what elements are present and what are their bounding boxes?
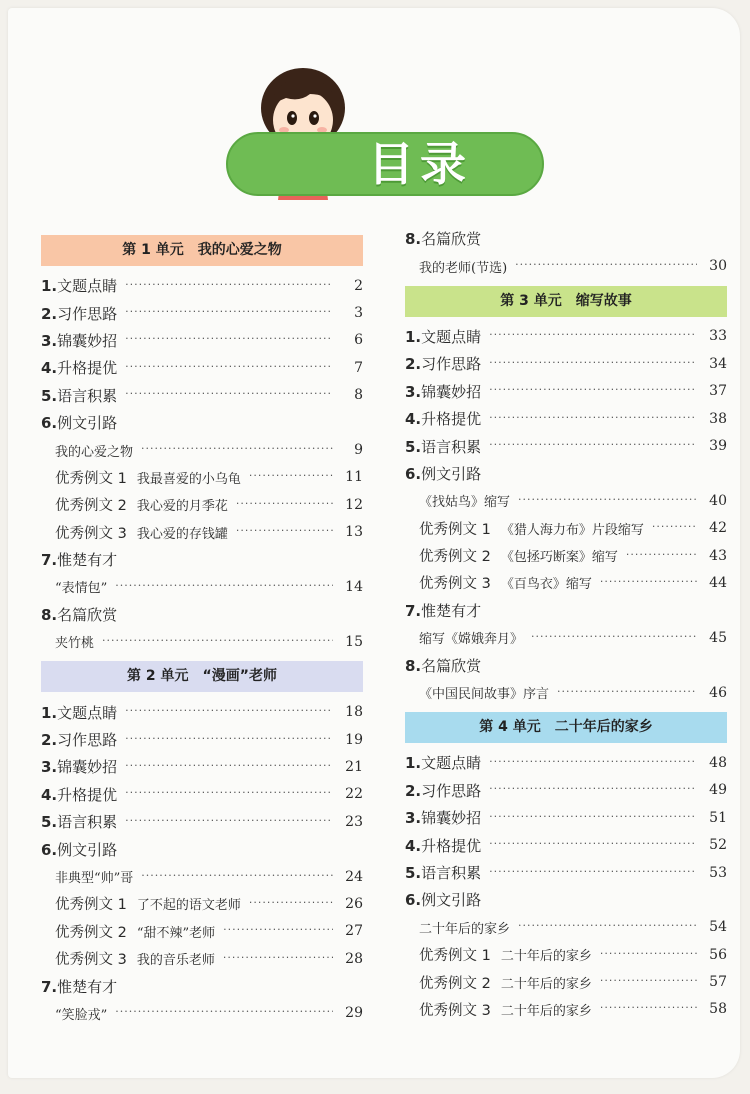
toc-subitem[interactable]: “表情包” ····· 14 bbox=[41, 573, 363, 600]
toc-example[interactable]: 优秀例文 2 二十年后的家乡 ····· 57 bbox=[405, 968, 727, 995]
toc-section: 8.名篇欣赏 bbox=[405, 656, 482, 675]
unit-3-header: 第 3 单元 缩写故事 bbox=[405, 286, 727, 317]
toc-example[interactable]: 优秀例文 1 我最喜爱的小乌龟 ····· 11 bbox=[41, 464, 363, 491]
toc-item[interactable]: 1.文题点睛 ····· 48 bbox=[405, 749, 727, 776]
toc-section: 6.例文引路 bbox=[405, 464, 482, 483]
toc-subitem[interactable]: 我的心爱之物 ····· 9 bbox=[41, 436, 363, 463]
toc-subitem[interactable]: 缩写《嫦娥奔月》 ····· 45 bbox=[405, 624, 727, 651]
toc-item[interactable]: 5.语言积累 ····· 23 bbox=[41, 808, 363, 835]
toc-section: 8.名篇欣赏 bbox=[405, 230, 482, 249]
toc-item[interactable]: 4.升格提优 ····· 7 bbox=[41, 354, 363, 381]
toc-item[interactable]: 3.锦囊妙招 ····· 37 bbox=[405, 378, 727, 405]
page-title: 目录 bbox=[368, 137, 472, 191]
toc-item[interactable]: 1.文题点睛 ····· 18 bbox=[41, 698, 363, 725]
toc-subitem[interactable]: 《中国民间故事》序言 ····· 46 bbox=[405, 679, 727, 706]
toc-section: 7.惟楚有才 bbox=[405, 601, 482, 620]
toc-item[interactable]: 3.锦囊妙招 ····· 51 bbox=[405, 804, 727, 831]
toc-example[interactable]: 优秀例文 2 “甜不辣”老师 ····· 27 bbox=[41, 918, 363, 945]
toc-item[interactable]: 5.语言积累 ····· 53 bbox=[405, 859, 727, 886]
toc-item[interactable]: 1.文题点睛 ····· 2 bbox=[41, 272, 363, 299]
toc-item[interactable]: 3.锦囊妙招 ····· 6 bbox=[41, 327, 363, 354]
toc-example[interactable]: 优秀例文 3 我心爱的存钱罐 ····· 13 bbox=[41, 519, 363, 546]
book-page bbox=[8, 8, 740, 1078]
toc-subitem[interactable]: 《找姑鸟》缩写 ····· 40 bbox=[405, 487, 727, 514]
toc-item[interactable]: 2.习作思路 ····· 3 bbox=[41, 299, 363, 326]
toc-item[interactable]: 1.文题点睛 ····· 33 bbox=[405, 323, 727, 350]
toc-item[interactable]: 3.锦囊妙招 ····· 21 bbox=[41, 753, 363, 780]
toc-item[interactable]: 5.语言积累 ····· 39 bbox=[405, 432, 727, 459]
toc-example[interactable]: 优秀例文 1 《猎人海力布》片段缩写 ····· 42 bbox=[405, 515, 727, 542]
toc-example[interactable]: 优秀例文 3 二十年后的家乡 ····· 58 bbox=[405, 996, 727, 1023]
toc-example[interactable]: 优秀例文 1 了不起的语文老师 ····· 26 bbox=[41, 890, 363, 917]
toc-item[interactable]: 4.升格提优 ····· 52 bbox=[405, 831, 727, 858]
toc-subitem[interactable]: 二十年后的家乡 ····· 54 bbox=[405, 914, 727, 941]
toc-section: 6.例文引路 bbox=[405, 891, 482, 910]
toc-item[interactable]: 5.语言积累 ····· 8 bbox=[41, 382, 363, 409]
toc-item[interactable]: 4.升格提优 ····· 38 bbox=[405, 405, 727, 432]
toc-item[interactable]: 2.习作思路 ····· 49 bbox=[405, 777, 727, 804]
toc-left-column bbox=[41, 229, 363, 1027]
toc-section: 6.例文引路 bbox=[41, 840, 118, 859]
toc-example[interactable]: 优秀例文 3 《百鸟衣》缩写 ····· 44 bbox=[405, 569, 727, 596]
toc-section: 7.惟楚有才 bbox=[41, 551, 118, 570]
toc-item[interactable]: 4.升格提优 ····· 22 bbox=[41, 781, 363, 808]
toc-example[interactable]: 优秀例文 2 《包拯巧断案》缩写 ····· 43 bbox=[405, 542, 727, 569]
toc-subitem[interactable]: 我的老师(节选) ····· 30 bbox=[405, 252, 727, 279]
toc-example[interactable]: 优秀例文 1 二十年后的家乡 ····· 56 bbox=[405, 941, 727, 968]
toc-right-column bbox=[405, 225, 727, 1023]
unit-4-header: 第 4 单元 二十年后的家乡 bbox=[405, 712, 727, 743]
toc-item[interactable]: 2.习作思路 ····· 34 bbox=[405, 350, 727, 377]
toc-section: 7.惟楚有才 bbox=[41, 977, 118, 996]
toc-subitem[interactable]: 非典型“帅”哥 ····· 24 bbox=[41, 863, 363, 890]
toc-subitem[interactable]: 夹竹桃 ····· 15 bbox=[41, 628, 363, 655]
toc-example[interactable]: 优秀例文 2 我心爱的月季花 ····· 12 bbox=[41, 491, 363, 518]
toc-subitem[interactable]: “笑脸戎” ····· 29 bbox=[41, 1000, 363, 1027]
unit-1-header: 第 1 单元 我的心爱之物 bbox=[41, 235, 363, 266]
unit-2-header: 第 2 单元 “漫画”老师 bbox=[41, 661, 363, 692]
toc-section: 8.名篇欣赏 bbox=[41, 605, 118, 624]
toc-example[interactable]: 优秀例文 3 我的音乐老师 ····· 28 bbox=[41, 945, 363, 972]
toc-item[interactable]: 2.习作思路 ····· 19 bbox=[41, 726, 363, 753]
toc-section: 6.例文引路 bbox=[41, 414, 118, 433]
